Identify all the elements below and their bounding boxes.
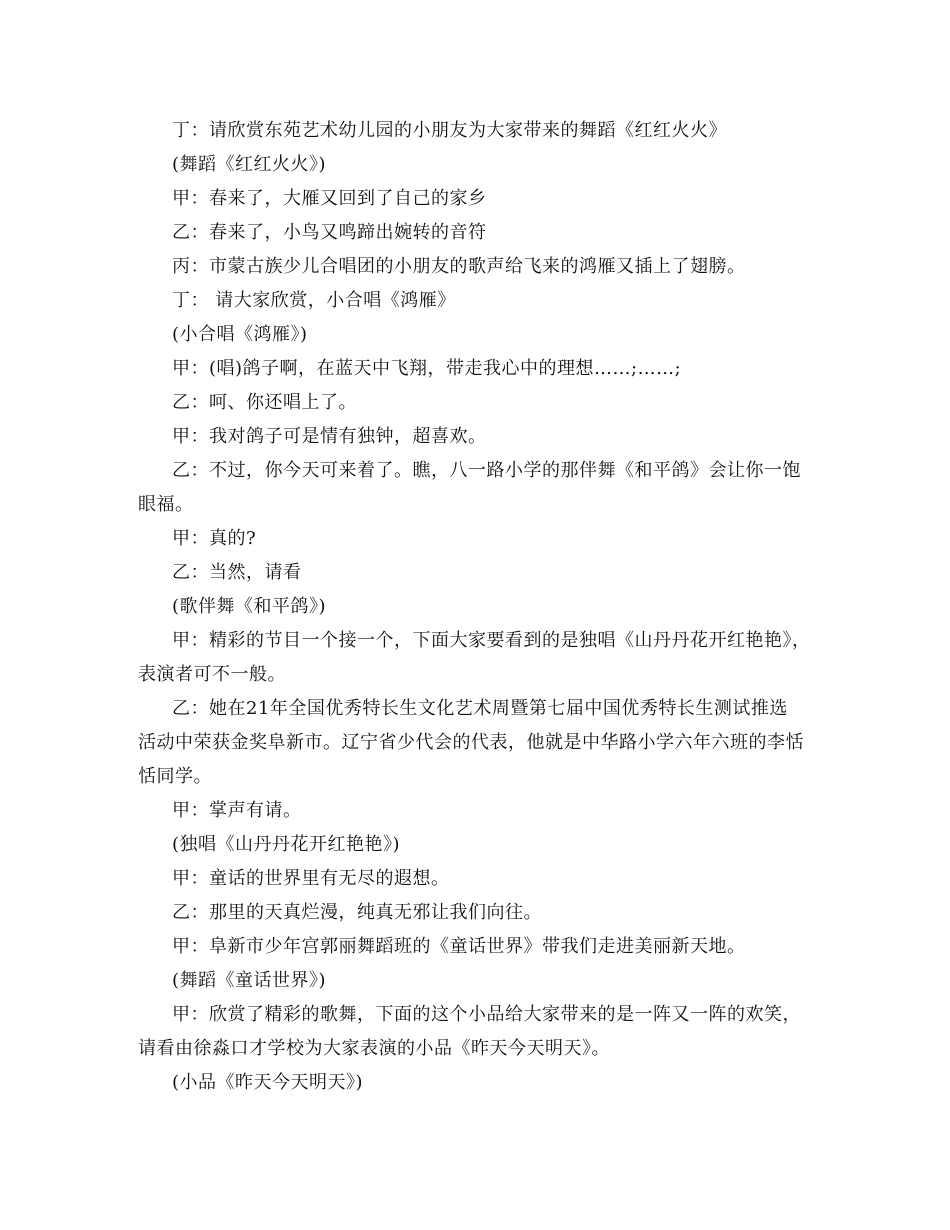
script-line: 甲：阜新市少年宫郭丽舞蹈班的《童话世界》带我们走进美丽新天地。: [172, 936, 746, 957]
script-line: 甲：童话的世界里有无尽的遐想。: [172, 868, 450, 889]
script-line: (舞蹈《红红火火》): [172, 154, 327, 175]
script-line: (歌伴舞《和平鸽》): [172, 596, 327, 617]
script-line: (小品《昨天今天明天》): [172, 1072, 364, 1093]
script-line: (小合唱《鸿雁》): [172, 324, 308, 345]
script-line: 乙：那里的天真烂漫，纯真无邪让我们向往。: [172, 902, 542, 923]
script-line: 甲：精彩的节目一个接一个，下面大家要看到的是独唱《山丹丹花开红艳艳》，: [172, 630, 811, 651]
script-line: 乙：她在21年全国优秀特长生文化艺术周暨第七届中国优秀特长生测试推选: [172, 698, 788, 719]
script-line: 甲：我对鸽子可是情有独钟，超喜欢。: [172, 426, 487, 447]
script-line: 恬同学。: [138, 766, 212, 787]
script-line: (舞蹈《童话世界》): [172, 970, 327, 991]
script-line: 活动中荣获金奖阜新市。辽宁省少代会的代表，他就是中华路小学六年六班的李恬: [138, 732, 804, 753]
script-line: 甲：掌声有请。: [172, 800, 302, 821]
script-line: 甲：真的?: [172, 528, 257, 549]
script-line: 丁：请欣赏东苑艺术幼儿园的小朋友为大家带来的舞蹈《红红火火》: [172, 120, 727, 141]
script-line: 请看由徐淼口才学校为大家表演的小品《昨天今天明天》。: [138, 1038, 610, 1059]
script-line: 乙：春来了，小鸟又鸣蹄出婉转的音符: [172, 222, 487, 243]
script-line: 甲：春来了，大雁又回到了自己的家乡: [172, 188, 487, 209]
script-line: 丁： 请大家欣赏，小合唱《鸿雁》: [172, 290, 456, 311]
script-line: 甲：(唱)鸽子啊，在蓝天中飞翔，带走我心中的理想……;……;: [172, 358, 682, 379]
script-line: 眼福。: [138, 494, 194, 515]
script-line: 甲：欣赏了精彩的歌舞，下面的这个小品给大家带来的是一阵又一阵的欢笑，: [172, 1004, 801, 1025]
script-line: 乙：当然，请看: [172, 562, 302, 583]
script-body: [138, 114, 818, 1100]
script-line: 丙：市蒙古族少儿合唱团的小朋友的歌声给飞来的鸿雁又插上了翅膀。: [172, 256, 746, 277]
script-line: 表演者可不一般。: [138, 664, 286, 685]
script-line: (独唱《山丹丹花开红艳艳》): [172, 834, 401, 855]
script-line: 乙：呵、你还唱上了。: [172, 392, 357, 413]
script-line: 乙：不过，你今天可来着了。瞧，八一路小学的那伴舞《和平鸽》会让你一饱: [172, 460, 801, 481]
